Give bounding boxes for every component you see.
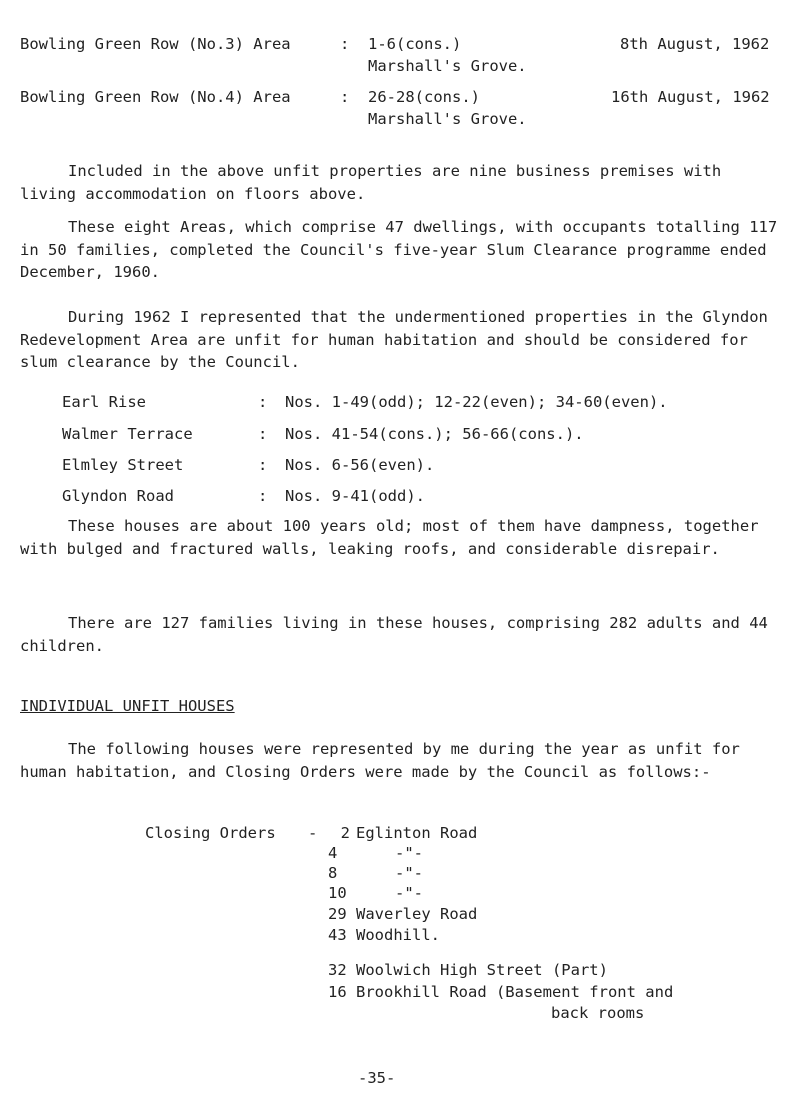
business-premises-paragraph: Included in the above unfit properties are nine business premises with living accommodation on floors above. [20,162,722,203]
area-houses: 1-6(cons.) [368,35,462,53]
closing-order-address: -"- [395,864,423,882]
closing-order-number: 10 [328,884,347,902]
closing-order-address: -"- [395,884,423,902]
closing-orders-dash: - [308,824,318,842]
closing-order-address: Woolwich High Street (Part) [356,961,608,979]
closing-order-number: 8 [328,864,338,882]
property-colon: : [258,425,268,443]
closing-order-number: 43 [328,926,347,944]
families-paragraph: There are 127 families living in these houses, comprising 282 adults and 44 children. [20,614,768,655]
closing-order-number: 16 [328,983,347,1001]
property-street: Earl Rise [62,393,146,411]
section-heading: INDIVIDUAL UNFIT HOUSES [20,697,235,715]
property-numbers: Nos. 1-49(odd); 12-22(even); 34-60(even). [285,393,668,411]
closing-order-continuation: back rooms [551,1004,645,1022]
property-numbers: Nos. 6-56(even). [285,456,435,474]
closing-order-address: Woodhill. [356,926,440,944]
area-name: Bowling Green Row (No.4) Area [20,88,291,106]
closing-order-address: Brookhill Road (Basement front and [356,983,674,1001]
property-street: Walmer Terrace [62,425,193,443]
closing-order-address: Eglinton Road [356,824,478,842]
closing-orders-label: Closing Orders [145,824,276,842]
property-street: Glyndon Road [62,487,174,505]
closing-order-number: 32 [328,961,347,979]
property-colon: : [258,487,268,505]
closing-order-number: 4 [328,844,338,862]
closing-order-number: 2 [340,824,350,842]
property-numbers: Nos. 41-54(cons.); 56-66(cons.). [285,425,584,443]
area-date: 8th August, 1962 [620,35,770,53]
area-houses: 26-28(cons.) [368,88,480,106]
area-street: Marshall's Grove. [368,57,527,75]
area-date: 16th August, 1962 [611,88,770,106]
individual-houses-paragraph: The following houses were represented by me during the year as unfit for human habitation, and Closing Orders were made by the Council as follows:- [20,740,740,781]
property-colon: : [258,456,268,474]
closing-order-address: -"- [395,844,423,862]
closing-order-number: 29 [328,905,347,923]
glyndon-intro-paragraph: During 1962 I represented that the undermentioned properties in the Glyndon Redevelopment Area are unfit for human habitation and should be considered for slum clearance by the Council. [20,308,768,371]
houses-condition-paragraph: These houses are about 100 years old; most of them have dampness, together with bulged and fractured walls, leaking roofs, and considerable disrepair. [20,517,759,558]
property-street: Elmley Street [62,456,184,474]
area-colon: : [340,88,350,106]
area-colon: : [340,35,350,53]
page-number: -35- [358,1069,396,1087]
areas-summary-paragraph: These eight Areas, which comprise 47 dwellings, with occupants totalling 117 in 50 families, completed the Council's five-year Slum Clearance programme ended December, 1960. [20,218,778,281]
property-numbers: Nos. 9-41(odd). [285,487,425,505]
property-colon: : [258,393,268,411]
closing-order-address: Waverley Road [356,905,478,923]
area-street: Marshall's Grove. [368,110,527,128]
area-name: Bowling Green Row (No.3) Area [20,35,291,53]
